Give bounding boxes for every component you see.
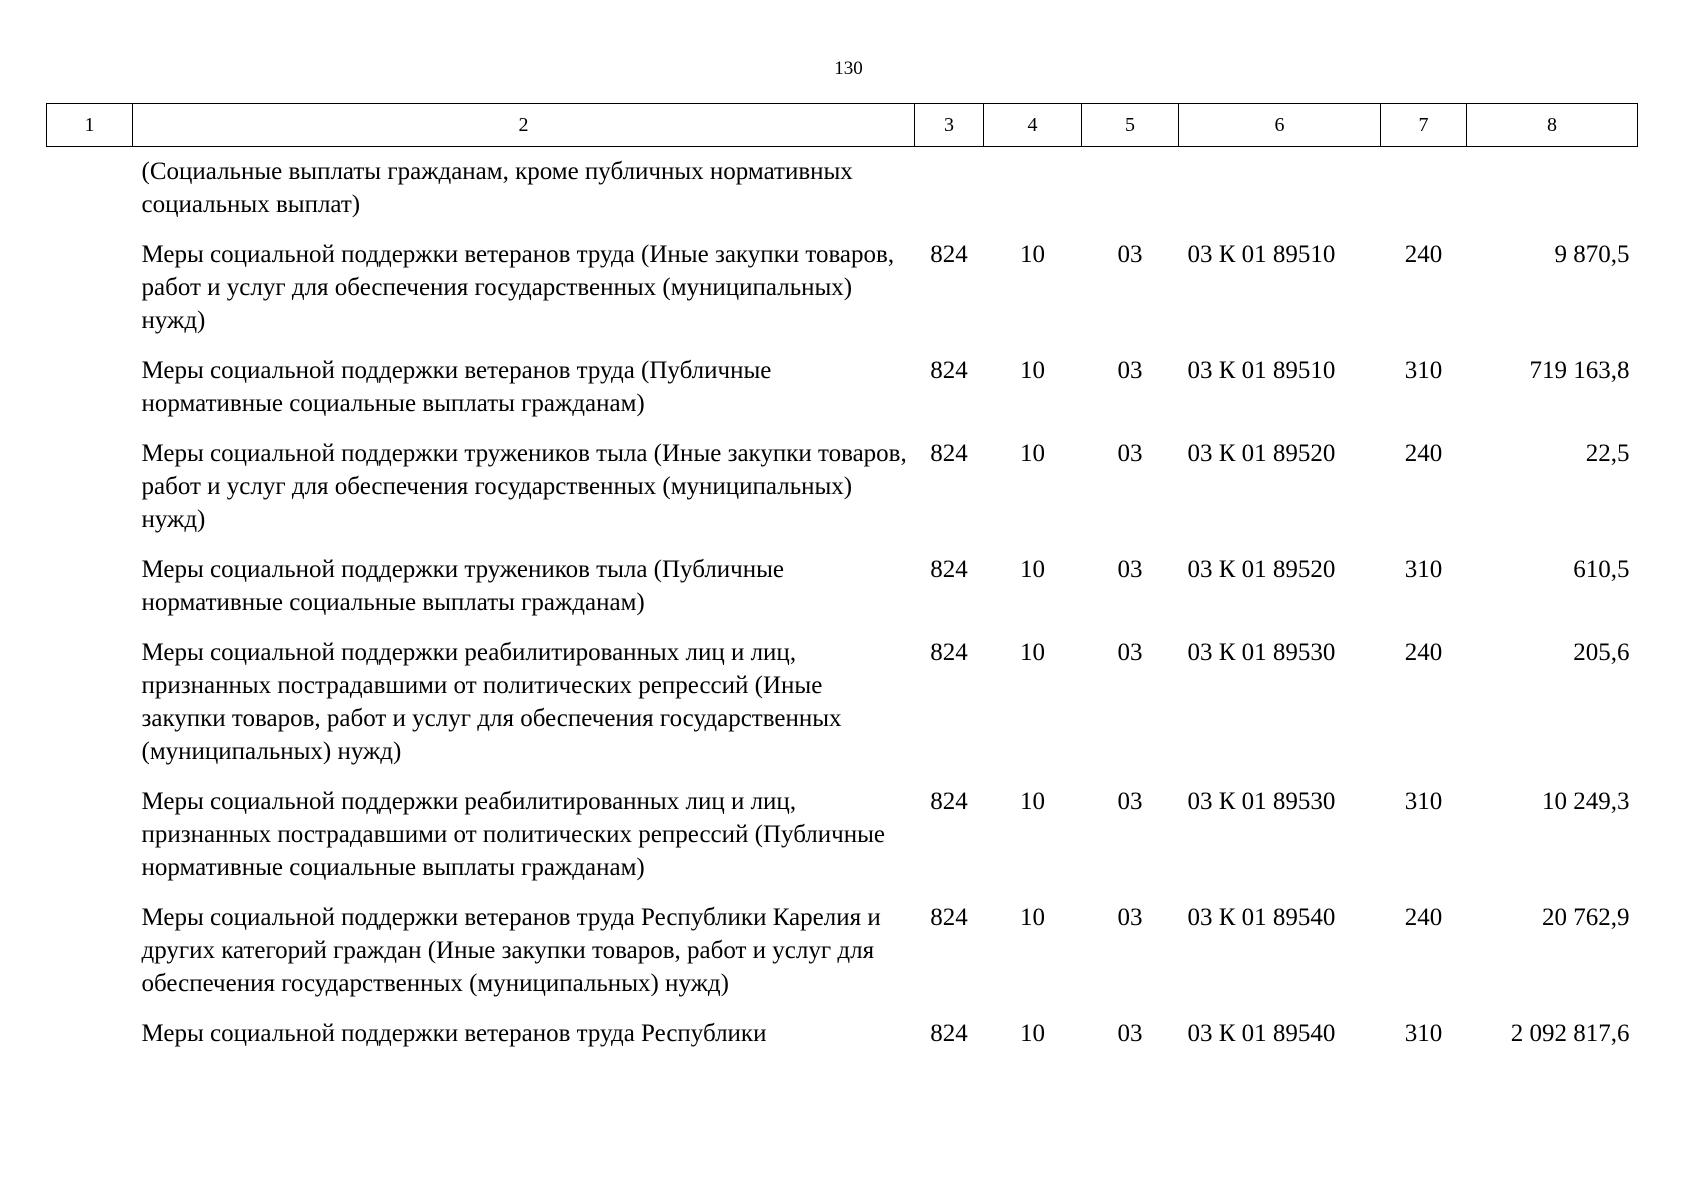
table-row: [47, 893, 1638, 1009]
row-subsection: 03: [1117, 904, 1143, 931]
empty-cell: [47, 1009, 133, 1050]
row-expense-type: 240: [1404, 241, 1443, 268]
row-ministry: 824: [930, 440, 968, 467]
row-name: Меры социальной поддержки ветеранов труда Республики Карелия и других категорий граждан (Иные закупки товаров, работ и услуг для обеспечения государственных (муниципальных) нужд): [141, 904, 881, 997]
row-expense-type: 240: [1404, 440, 1443, 467]
row-amount: 610,5: [1573, 556, 1630, 583]
row-name: Меры социальной поддержки тружеников тыла (Публичные нормативные социальные выплаты гражданам): [141, 556, 785, 616]
row-expense-type: 240: [1404, 639, 1443, 666]
table-row: [47, 1009, 1638, 1050]
row-expense-type: 310: [1404, 357, 1443, 384]
row-section: 10: [1020, 357, 1045, 384]
row-section: 10: [1020, 904, 1045, 931]
row-subsection: 03: [1117, 639, 1143, 666]
header-row: [47, 104, 1638, 147]
row-subsection: 03: [1117, 440, 1143, 467]
row-target: 03 К 01 89510: [1187, 357, 1336, 384]
row-ministry: 824: [930, 556, 968, 583]
row-expense-type: 240: [1404, 904, 1443, 931]
empty-cell: [47, 230, 133, 346]
row-name: Меры социальной поддержки тружеников тыла (Иные закупки товаров, работ и услуг для обеспечения государственных (муниципальных) нужд): [141, 440, 907, 533]
row-target: 03 К 01 89510: [1187, 241, 1336, 268]
empty-cell: [47, 628, 133, 777]
page-number: 130: [834, 58, 863, 79]
row-section: 10: [1020, 1020, 1045, 1047]
row-section: 10: [1020, 639, 1045, 666]
table-row: [47, 230, 1638, 346]
row-target: 03 К 01 89520: [1187, 556, 1336, 583]
empty-cell: [47, 429, 133, 545]
row-ministry: 824: [930, 904, 968, 931]
row-section: 10: [1020, 440, 1045, 467]
row-subsection: 03: [1117, 241, 1143, 268]
row-expense-type: 310: [1404, 556, 1443, 583]
header-col-8: 8: [1467, 104, 1638, 147]
empty-cell: [915, 147, 1638, 231]
table-row: [47, 346, 1638, 429]
row-name: Меры социальной поддержки ветеранов труда Республики: [141, 1020, 767, 1047]
row-expense-type: 310: [1404, 1020, 1443, 1047]
row-name: Меры социальной поддержки реабилитированных лиц и лиц, признанных пострадавшими от политических репрессий (Иные закупки товаров, работ и услуг для обеспечения государственных (муниципальных) нужд): [141, 639, 842, 765]
row-section: 10: [1020, 788, 1045, 815]
header-col-1: 1: [47, 104, 133, 147]
empty-cell: [47, 777, 133, 893]
header-col-6: 6: [1179, 104, 1381, 147]
row-name: Меры социальной поддержки реабилитированных лиц и лиц, признанных пострадавшими от политических репрессий (Публичные нормативные социальные выплаты гражданам): [141, 788, 885, 881]
table-row: [47, 777, 1638, 893]
row-target: 03 К 01 89530: [1187, 788, 1336, 815]
row-ministry: 824: [930, 357, 968, 384]
row-subsection: 03: [1117, 1020, 1143, 1047]
row-amount: 9 870,5: [1554, 241, 1630, 268]
row-target: 03 К 01 89540: [1187, 1020, 1336, 1047]
table-row: [47, 545, 1638, 628]
row-expense-type: 310: [1404, 788, 1443, 815]
row-target: 03 К 01 89540: [1187, 904, 1336, 931]
row-section: 10: [1020, 241, 1045, 268]
empty-cell: [47, 147, 133, 231]
empty-cell: [47, 346, 133, 429]
row-amount: 719 163,8: [1529, 357, 1630, 384]
row-ministry: 824: [930, 241, 968, 268]
header-col-7: 7: [1381, 104, 1467, 147]
row-amount: 10 249,3: [1542, 788, 1630, 815]
row-ministry: 824: [930, 639, 968, 666]
row-subsection: 03: [1117, 357, 1143, 384]
empty-cell: [47, 893, 133, 1009]
row-target: 03 К 01 89520: [1187, 440, 1336, 467]
row-amount: 2 092 817,6: [1510, 1020, 1630, 1047]
table-body: [47, 147, 1638, 1051]
row-amount: 205,6: [1573, 639, 1630, 666]
row-name: Меры социальной поддержки ветеранов труда (Публичные нормативные социальные выплаты гражданам): [141, 357, 772, 417]
continuation-text: (Социальные выплаты гражданам, кроме публичных нормативных социальных выплат): [141, 158, 853, 218]
header-col-5: 5: [1082, 104, 1179, 147]
row-subsection: 03: [1117, 788, 1143, 815]
row-ministry: 824: [930, 788, 968, 815]
row-section: 10: [1020, 556, 1045, 583]
empty-cell: [47, 545, 133, 628]
budget-table: [46, 103, 1638, 1050]
header-col-4: 4: [984, 104, 1082, 147]
continuation-row: [47, 147, 1638, 231]
row-amount: 22,5: [1585, 440, 1630, 467]
row-target: 03 К 01 89530: [1187, 639, 1336, 666]
header-col-3: 3: [915, 104, 984, 147]
row-subsection: 03: [1117, 556, 1143, 583]
row-amount: 20 762,9: [1542, 904, 1630, 931]
table-row: [47, 628, 1638, 777]
row-ministry: 824: [930, 1020, 968, 1047]
table-row: [47, 429, 1638, 545]
header-col-2: 2: [133, 104, 915, 147]
table-header: [47, 104, 1638, 147]
row-name: Меры социальной поддержки ветеранов труда (Иные закупки товаров, работ и услуг для обеспечения государственных (муниципальных) нужд): [141, 241, 895, 334]
